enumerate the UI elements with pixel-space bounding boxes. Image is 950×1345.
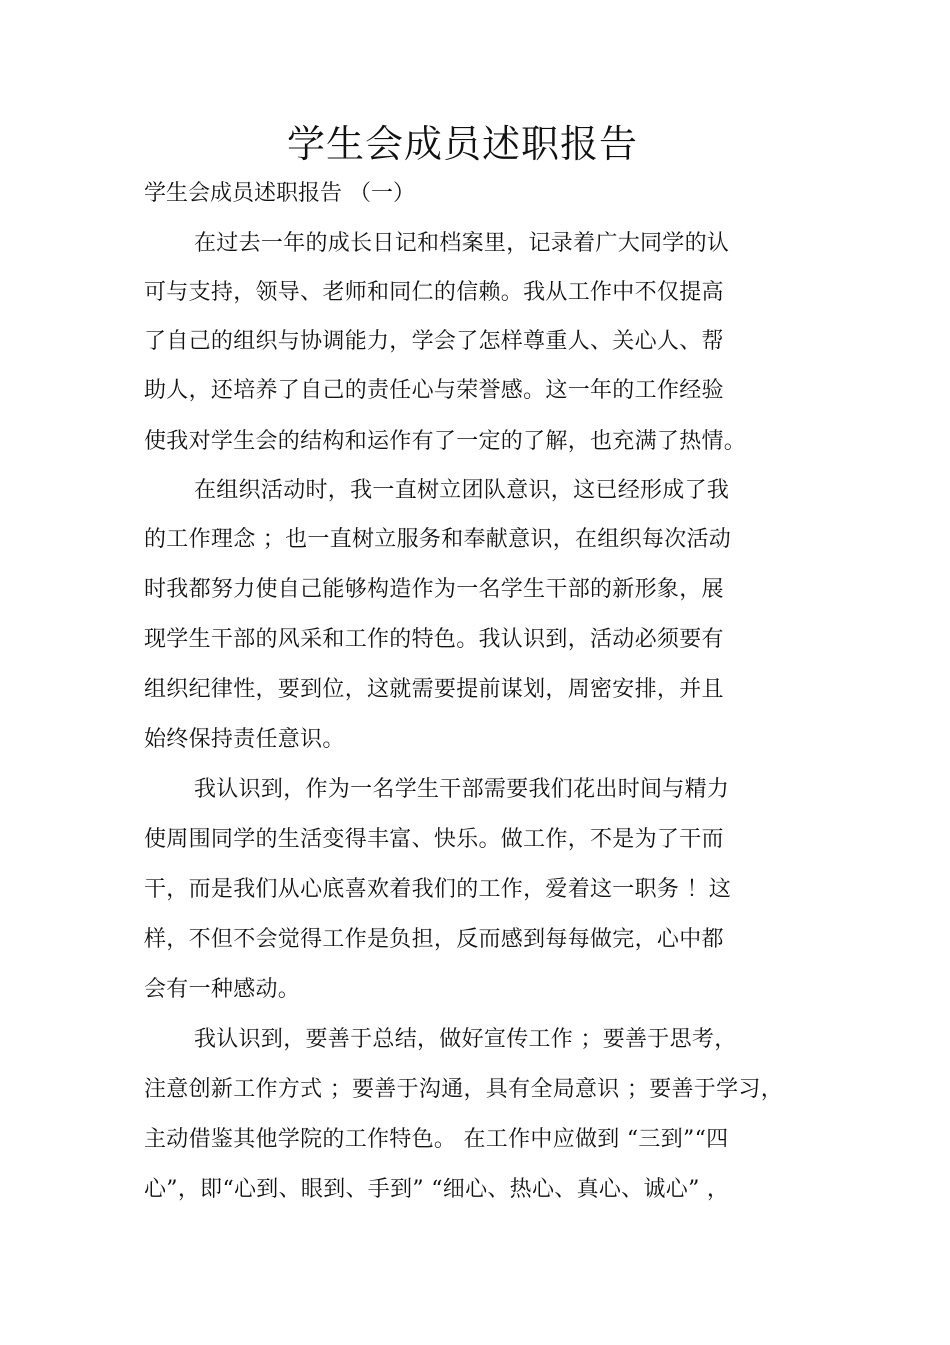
paragraph-line: 助人，还培养了自己的责任心与荣誉感。这一年的工作经验 bbox=[144, 378, 724, 403]
paragraph-line: 心”，即“心到、眼到、手到” “细心、热心、真心、诚心” ， bbox=[144, 1177, 730, 1202]
paragraph-line: 时我都努力使自己能够构造作为一名学生干部的新形象，展 bbox=[144, 577, 724, 602]
paragraph-line: 的工作理念 ；也一直树立服务和奉献意识，在组织每次活动 bbox=[144, 527, 732, 552]
paragraph-line: 我认识到，作为一名学生干部需要我们花出时间与精力 bbox=[194, 777, 730, 802]
paragraph-line: 在组织活动时，我一直树立团队意识，这已经形成了我 bbox=[194, 478, 730, 503]
document-subtitle: 学生会成员述职报告 （一） bbox=[144, 181, 415, 206]
paragraph-line: 我认识到，要善于总结，做好宣传工作 ；要善于思考， bbox=[194, 1027, 737, 1052]
paragraph-line: 现学生干部的风采和工作的特色。我认识到，活动必须要有 bbox=[144, 627, 724, 652]
paragraph-line: 可与支持，领导、老师和同仁的信赖。我从工作中不仅提高 bbox=[144, 280, 724, 305]
paragraph-line: 样，不但不会觉得工作是负担，反而感到每每做完，心中都 bbox=[144, 927, 724, 952]
paragraph-line: 注意创新工作方式 ；要善于沟通，具有全局意识 ；要善于学习， bbox=[144, 1077, 783, 1102]
paragraph-line: 使我对学生会的结构和运作有了一定的了解，也充满了热情。 bbox=[144, 429, 747, 454]
paragraph-line: 干，而是我们从心底喜欢着我们的工作，爱着这一职务 ！这 bbox=[144, 877, 732, 902]
paragraph-line: 在过去一年的成长日记和档案里，记录着广大同学的认 bbox=[194, 231, 730, 256]
paragraph-line: 使周围同学的生活变得丰富、快乐。做工作，不是为了干而 bbox=[144, 827, 724, 852]
paragraph-line: 会有一种感动。 bbox=[144, 977, 301, 1002]
paragraph-line: 了自己的组织与协调能力，学会了怎样尊重人、关心人、帮 bbox=[144, 329, 724, 354]
document-title: 学生会成员述职报告 bbox=[286, 122, 638, 166]
paragraph-line: 始终保持责任意识。 bbox=[144, 727, 345, 752]
paragraph-line: 组织纪律性，要到位，这就需要提前谋划，周密安排，并且 bbox=[144, 677, 724, 702]
paragraph-line: 主动借鉴其他学院的工作特色。 在工作中应做到 “三到”“四 bbox=[144, 1127, 729, 1152]
